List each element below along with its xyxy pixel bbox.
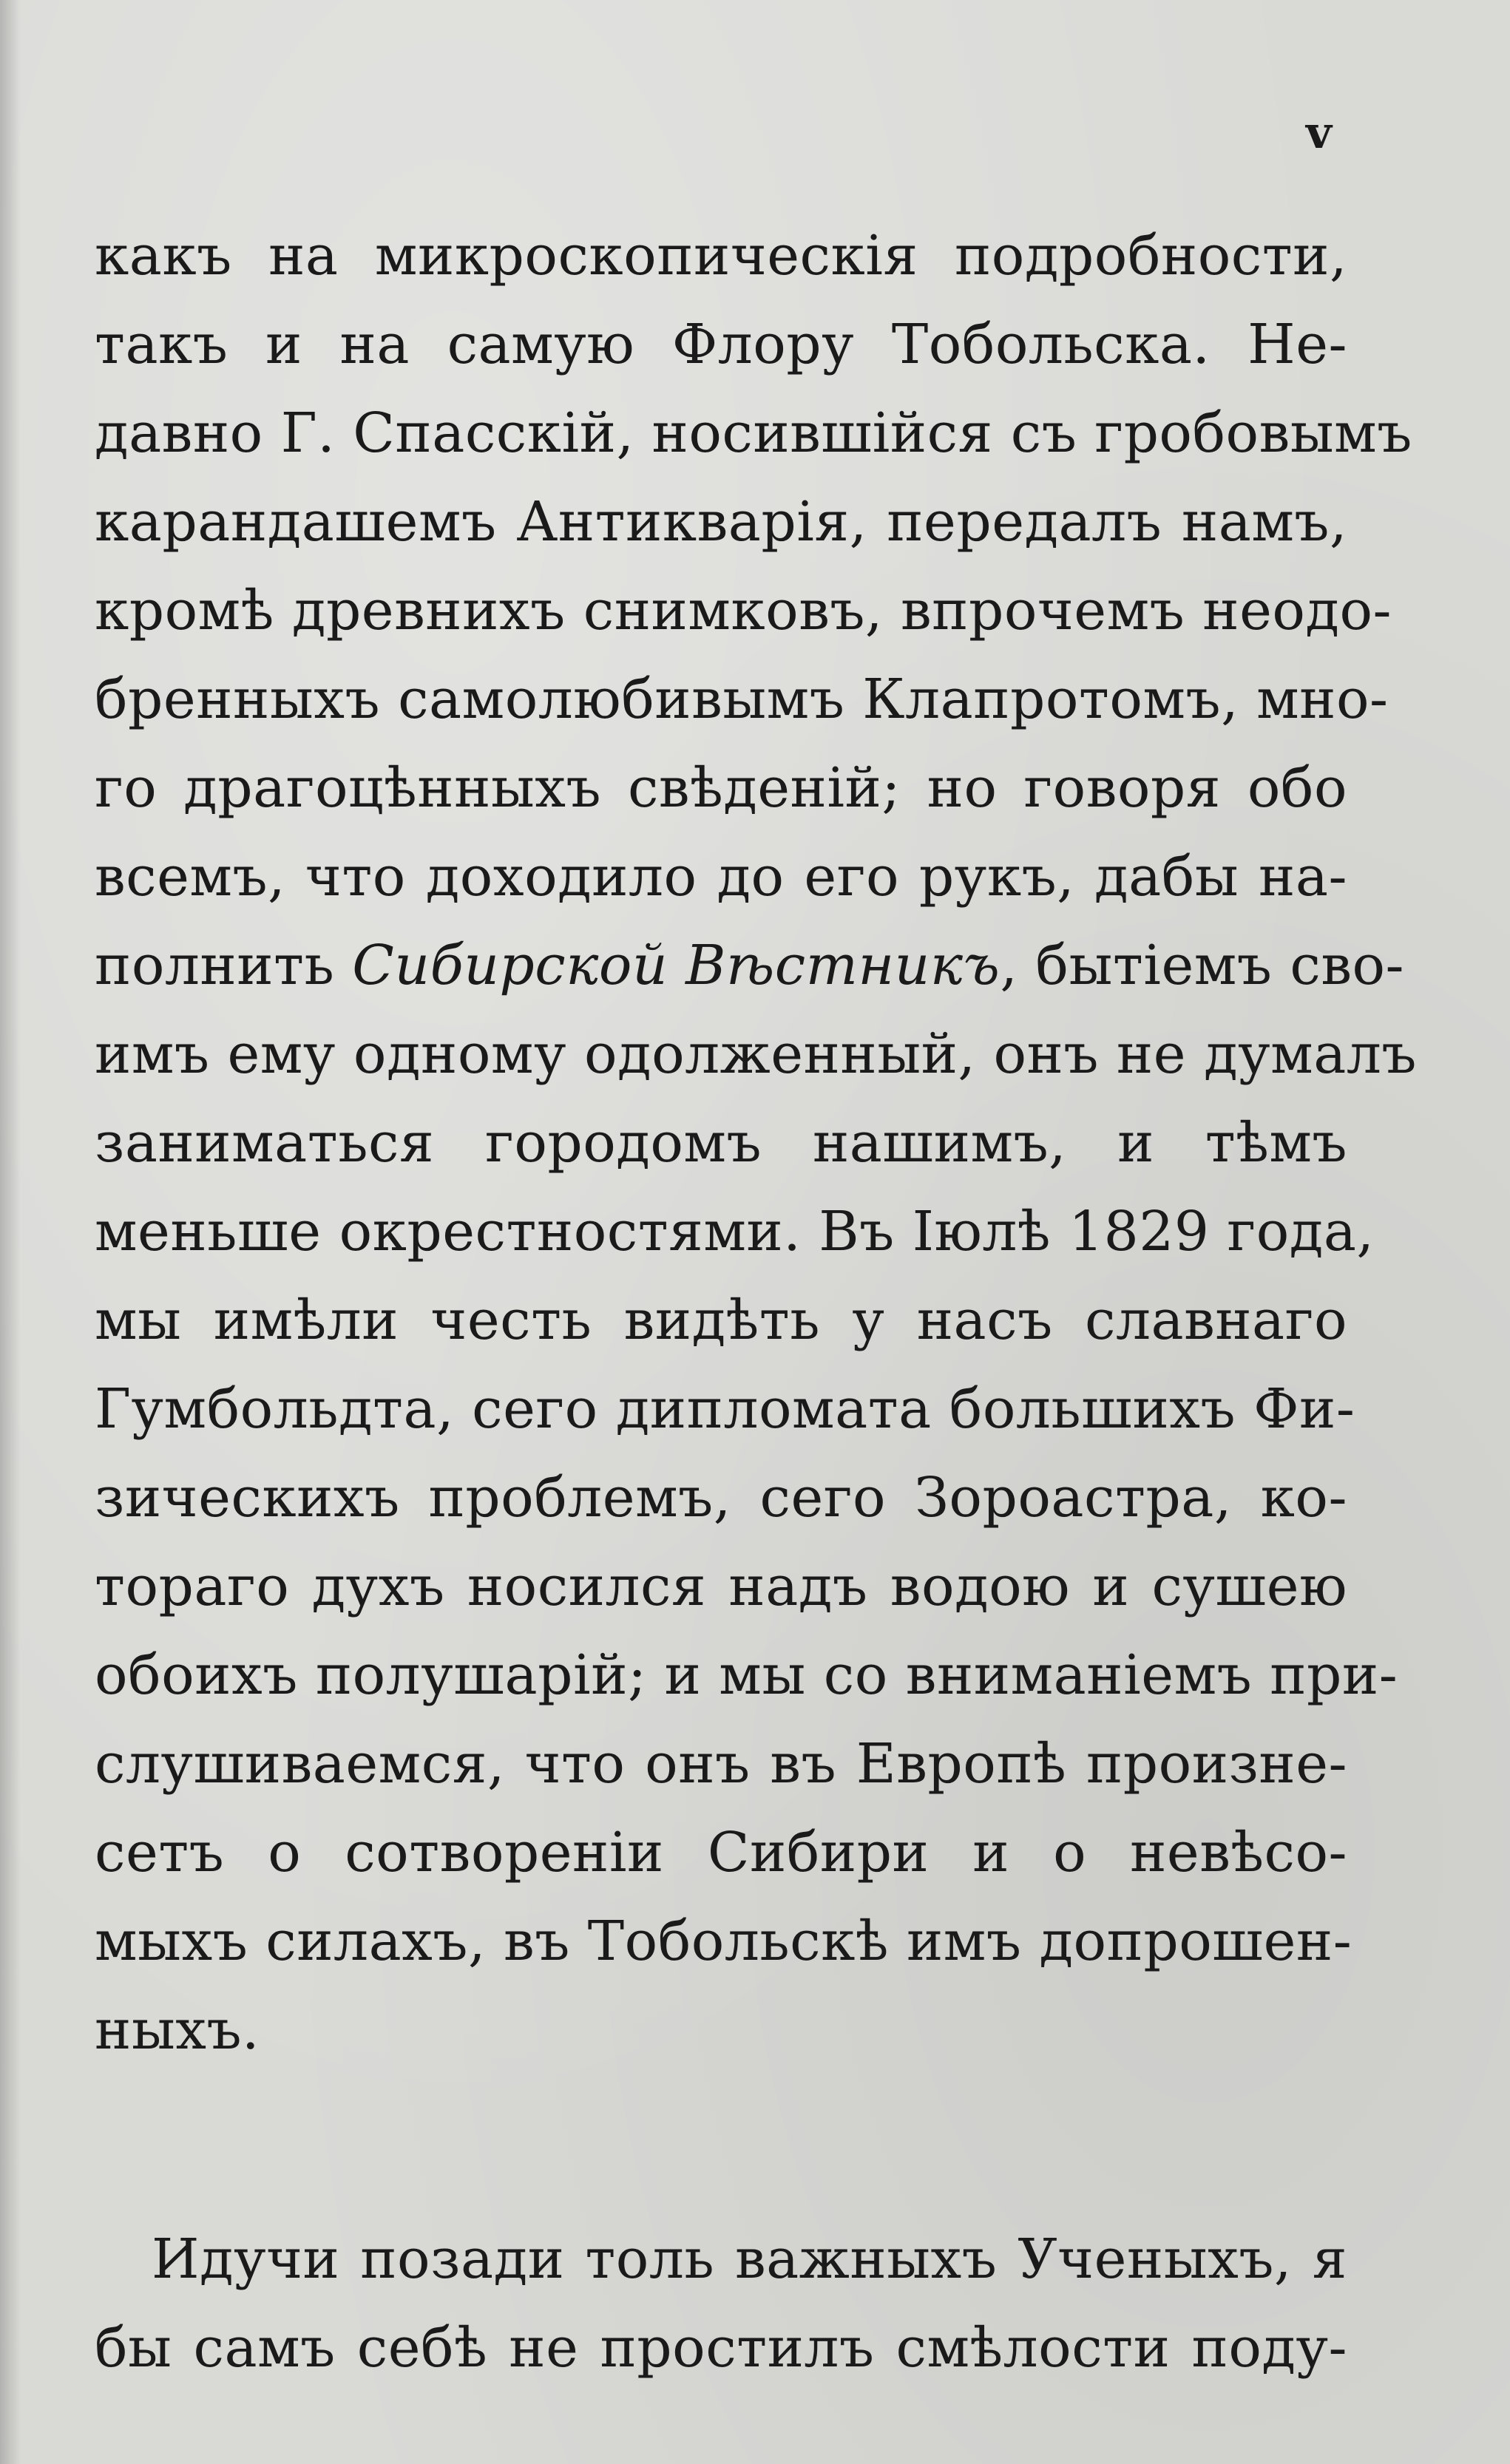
text-line: ныхъ.: [95, 1998, 260, 2062]
text-segment: полнить: [95, 934, 335, 997]
text-line: обоихъ полушарій; и мы со вниманіемъ при-: [95, 1643, 1398, 1707]
text-line: зическихъ проблемъ, сего Зороастра, ко-: [95, 1466, 1347, 1530]
text-line: слушиваемся, что онъ въ Европѣ произне-: [95, 1732, 1347, 1796]
text-line: заниматься городомъ нашимъ, и тѣмъ: [95, 1111, 1347, 1175]
text-line: кромѣ древнихъ снимковъ, впрочемъ неодо-: [95, 579, 1392, 642]
text-line: давно Г. Спасскій, носившійся съ гробовымъ: [95, 401, 1412, 465]
text-line: Идучи позади толь важныхъ Ученыхъ, я: [152, 2227, 1347, 2291]
text-segment: , бытіемъ сво-: [1000, 934, 1405, 997]
text-line: Гумбольдта, сего дипломата большихъ Фи-: [95, 1377, 1355, 1441]
page-number: v: [1306, 107, 1332, 159]
text-line: такъ и на самую Флору Тобольска. Не-: [95, 313, 1347, 376]
text-line-with-title: [95, 929, 1405, 1002]
text-line: бренныхъ самолюбивымъ Клапротомъ, мно-: [95, 668, 1389, 731]
text-line: тораго духъ носился надъ водою и сушею: [95, 1555, 1347, 1618]
text-line: мы имѣли честь видѣть у насъ славнаго: [95, 1289, 1347, 1352]
text-line: имъ ему одному одолженный, онъ не думалъ: [95, 1022, 1417, 1086]
text-line: сетъ о сотвореніи Сибири и о невѣсо-: [95, 1821, 1347, 1884]
text-line: всемъ, что доходило до его рукъ, дабы на-: [95, 845, 1347, 909]
page-edge-shadow: [0, 0, 21, 2464]
periodical-title: Сибирской Вѣстникъ: [352, 934, 1001, 997]
text-line: бы самъ себѣ не простилъ смѣлости поду-: [95, 2316, 1347, 2380]
text-line: какъ на микроскопическія подробности,: [95, 224, 1347, 288]
text-line: го драгоцѣнныхъ свѣденій; но говоря обо: [95, 756, 1347, 820]
text-line: карандашемъ Антикварія, передалъ намъ,: [95, 490, 1347, 554]
text-line: меньше окрестностями. Въ Іюлѣ 1829 года,: [95, 1200, 1375, 1263]
text-line: мыхъ силахъ, въ Тобольскѣ имъ допрошен-: [95, 1910, 1352, 1973]
